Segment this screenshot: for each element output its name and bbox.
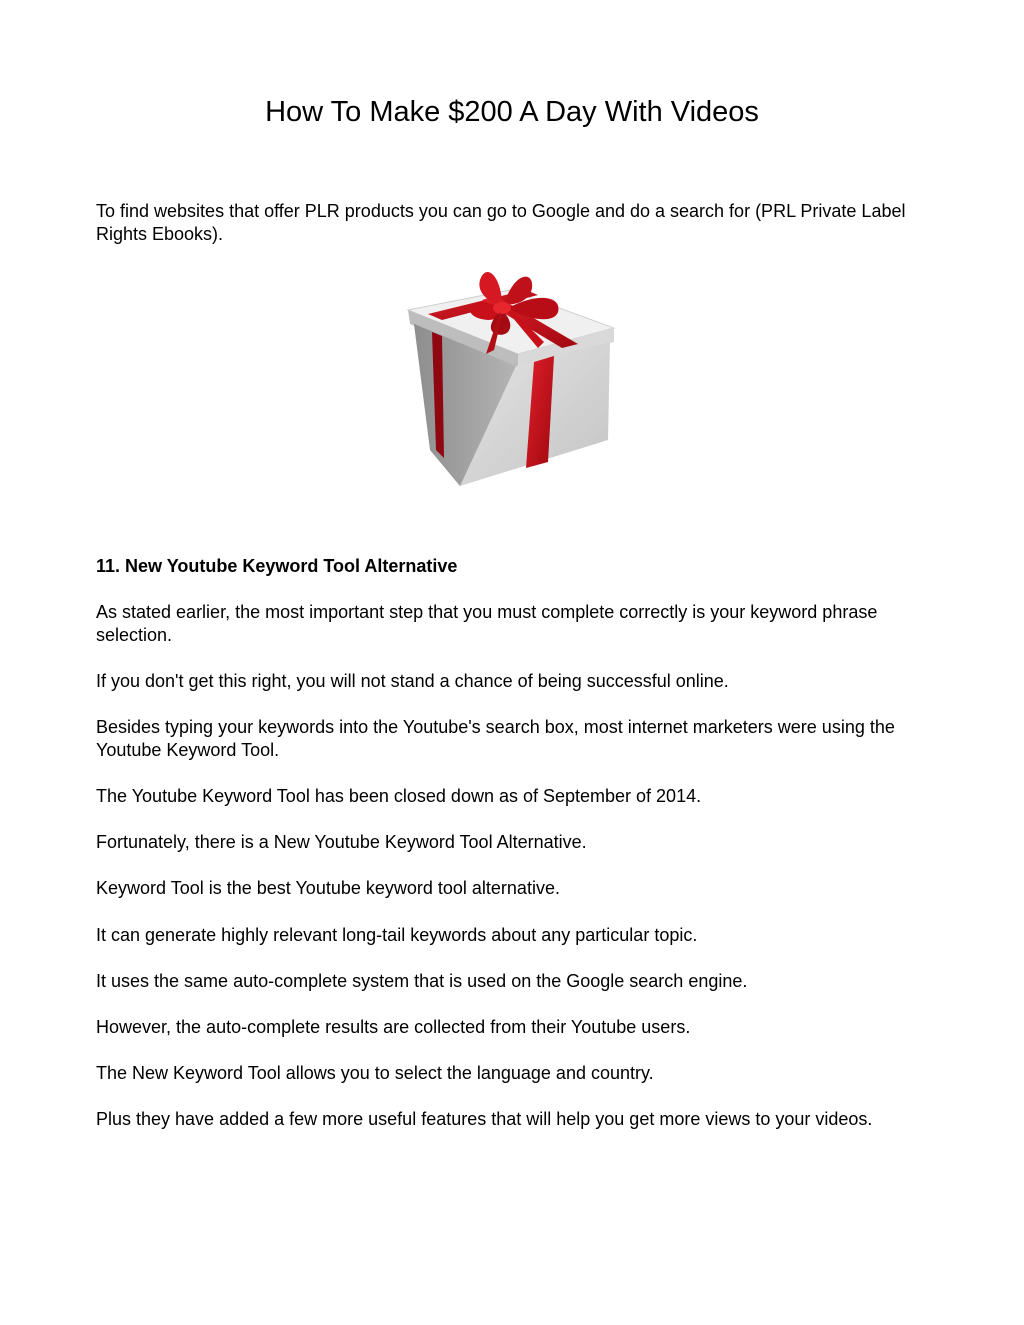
body-paragraph: If you don't get this right, you will not stand a chance of being successful online.	[96, 671, 729, 691]
gift-box-icon	[398, 262, 622, 488]
body-paragraph: Fortunately, there is a New Youtube Keyword Tool Alternative.	[96, 832, 587, 852]
body-paragraph: It uses the same auto-complete system that is used on the Google search engine.	[96, 971, 748, 991]
body-paragraph: The New Keyword Tool allows you to select the language and country.	[96, 1063, 654, 1083]
intro-paragraph: To find websites that offer PLR products you can go to Google and do a search for (PRL Private Label Rights Ebooks).	[96, 201, 906, 244]
body-paragraph: It can generate highly relevant long-tail keywords about any particular topic.	[96, 925, 698, 945]
body-paragraph: Keyword Tool is the best Youtube keyword tool alternative.	[96, 878, 560, 898]
document-title: How To Make $200 A Day With Videos	[265, 96, 759, 128]
body-paragraph: Besides typing your keywords into the Youtube's search box, most internet marketers were using the Youtube Keyword Tool.	[96, 717, 895, 760]
body-paragraph: As stated earlier, the most important step that you must complete correctly is your keyword phrase selection.	[96, 602, 878, 645]
section-heading: 11. New Youtube Keyword Tool Alternative	[96, 556, 458, 576]
body-paragraph: Plus they have added a few more useful features that will help you get more views to your videos.	[96, 1109, 873, 1129]
body-paragraph: The Youtube Keyword Tool has been closed down as of September of 2014.	[96, 786, 702, 806]
body-paragraph: However, the auto-complete results are collected from their Youtube users.	[96, 1017, 691, 1037]
